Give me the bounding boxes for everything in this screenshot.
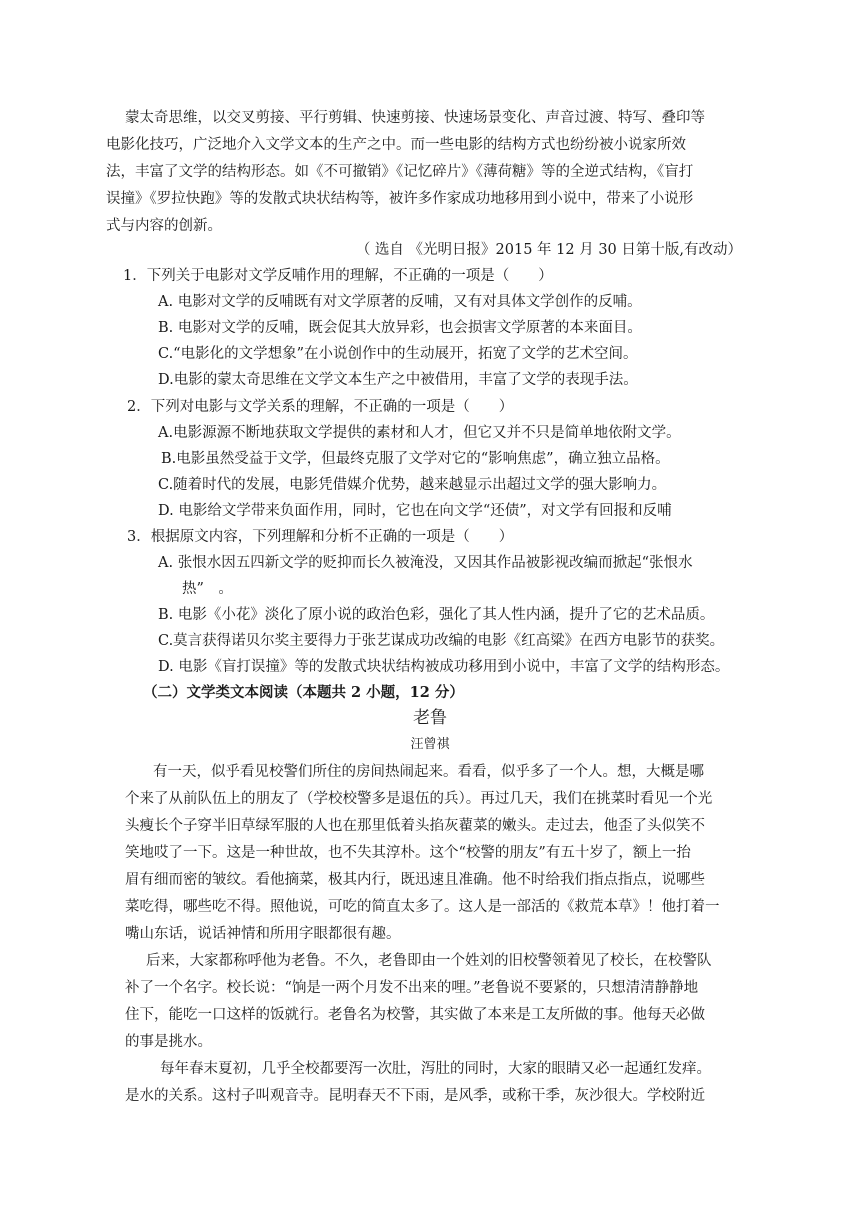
question-3-option-a: A. 张恨水因五四新文学的贬抑而长久被淹没，又因其作品被影视改编而掀起“张恨水 (158, 555, 693, 571)
story-title: 老鲁 (413, 708, 447, 728)
story-line: 嘴山东话，说话神情和所用字眼都很有趣。 (125, 926, 401, 942)
question-2-option-a: A.电影源源不断地获取文学提供的素材和人才，但它又并不只是简单地依附文学。 (158, 425, 681, 441)
story-line: 菜吃得，哪些吃不得。照他说，可吃的简直太多了。这人是一部活的《救荒本草》！他打着一 (125, 899, 720, 915)
story-line: 每年春末夏初，几乎全校都要泻一次肚，泻肚的同时，大家的眼睛又必一起通红发痒。 (160, 1061, 711, 1077)
story-line: 的事是挑水。 (125, 1034, 212, 1050)
story-line: 是水的关系。这村子叫观音寺。昆明春天不下雨，是风季，或称干季，灰沙很大。学校附近 (125, 1088, 705, 1104)
question-2-stem: 2．下列对电影与文学关系的理解，不正确的一项是（ ） (127, 399, 514, 415)
story-line: 个来了从前队伍上的朋友了（学校校警多是退伍的兵）。再过几天，我们在挑菜时看见一个光 (125, 791, 713, 807)
question-1-option-c: C.“电影化的文学想象”在小说创作中的生动展开，拓宽了文学的艺术空间。 (158, 346, 638, 362)
question-3-option-d: D. 电影《盲打误撞》等的发散式块状结构被成功移用到小说中，丰富了文学的结构形态。 (158, 659, 730, 675)
passage-line: 式与内容的创新。 (106, 218, 222, 234)
question-1-option-d: D.电影的蒙太奇思维在文学文本生产之中被借用，丰富了文学的表现手法。 (158, 372, 638, 388)
question-3-option-a-cont: 热” 。 (182, 581, 233, 597)
question-2-option-c: C.随着时代的发展，电影凭借媒介优势，越来越显示出超过文学的强大影响力。 (158, 477, 667, 493)
question-2-option-d: D. 电影给文学带来负面作用，同时，它也在向文学“还债”，对文学有回报和反哺 (158, 503, 672, 519)
story-line: 住下，能吃一口这样的饭就行。老鲁名为校警，其实做了本来是工友所做的事。他每天必做 (125, 1007, 705, 1023)
question-1-stem: 1．下列关于电影对文学反哺作用的理解，不正确的一项是（ ） (123, 268, 553, 284)
question-1-option-b: B. 电影对文学的反哺，既会促其大放异彩，也会损害文学原著的本来面目。 (158, 320, 642, 336)
passage-line: 蒙太奇思维，以交叉剪接、平行剪辑、快速剪接、快速场景变化、声音过渡、特写、叠印等 (125, 110, 705, 126)
question-1-option-a: A. 电影对文学的反哺既有对文学原著的反哺，又有对具体文学创作的反哺。 (158, 294, 642, 310)
question-3-option-b: B. 电影《小花》淡化了原小说的政治色彩，强化了其人性内涵，提升了它的艺术品质。 (158, 607, 715, 623)
story-line: 有一天，似乎看见校警们所住的房间热闹起来。看看，似乎多了一个人。想，大概是哪 (153, 764, 704, 780)
question-3-stem: 3．根据原文内容，下列理解和分析不正确的一项是（ ） (127, 529, 514, 545)
section-heading: （二）文学类文本阅读（本题共 2 小题，12 分） (143, 684, 464, 701)
story-line: 头瘦长个子穿半旧草绿军服的人也在那里低着头掐灰藋菜的嫩头。走过去，他歪了头似笑不 (125, 818, 705, 834)
source-citation: （ 选自 《光明日报》2015 年 12 月 30 日第十版,有改动） (355, 242, 742, 258)
story-line: 补了一个名字。校长说：“饷是一两个月发不出来的哩。”老鲁说不要紧的，只想清清静静地 (125, 980, 699, 996)
story-author: 汪曾祺 (410, 737, 450, 752)
story-line: 笑地哎了一下。这是一种世故，也不失其淳朴。这个“校警的朋友”有五十岁了，额上一抬 (125, 845, 691, 861)
passage-line: 法，丰富了文学的结构形态。如《不可撤销》《记忆碎片》《薄荷糖》等的全逆式结构，《盲打 (106, 164, 694, 180)
question-3-option-c: C.莫言获得诺贝尔奖主要得力于张艺谋成功改编的电影《红高粱》在西方电影节的获奖。 (158, 633, 725, 649)
passage-line: 误撞》《罗拉快跑》等的发散式块状结构等，被许多作家成功地移用到小说中，带来了小说形 (106, 191, 694, 207)
passage-line: 电影化技巧，广泛地介入文学文本的生产之中。而一些电影的结构方式也纷纷被小说家所效 (106, 137, 686, 153)
story-line: 眉有细而密的皱纹。看他摘菜，极其内行，既迅速且准确。他不时给我们指点指点，说哪些 (125, 872, 705, 888)
question-2-option-b: B.电影虽然受益于文学，但最终克服了文学对它的“影响焦虑”，确立独立品格。 (161, 451, 670, 467)
story-line: 后来，大家都称呼他为老鲁。不久，老鲁即由一个姓刘的旧校警领着见了校长，在校警队 (146, 953, 712, 969)
